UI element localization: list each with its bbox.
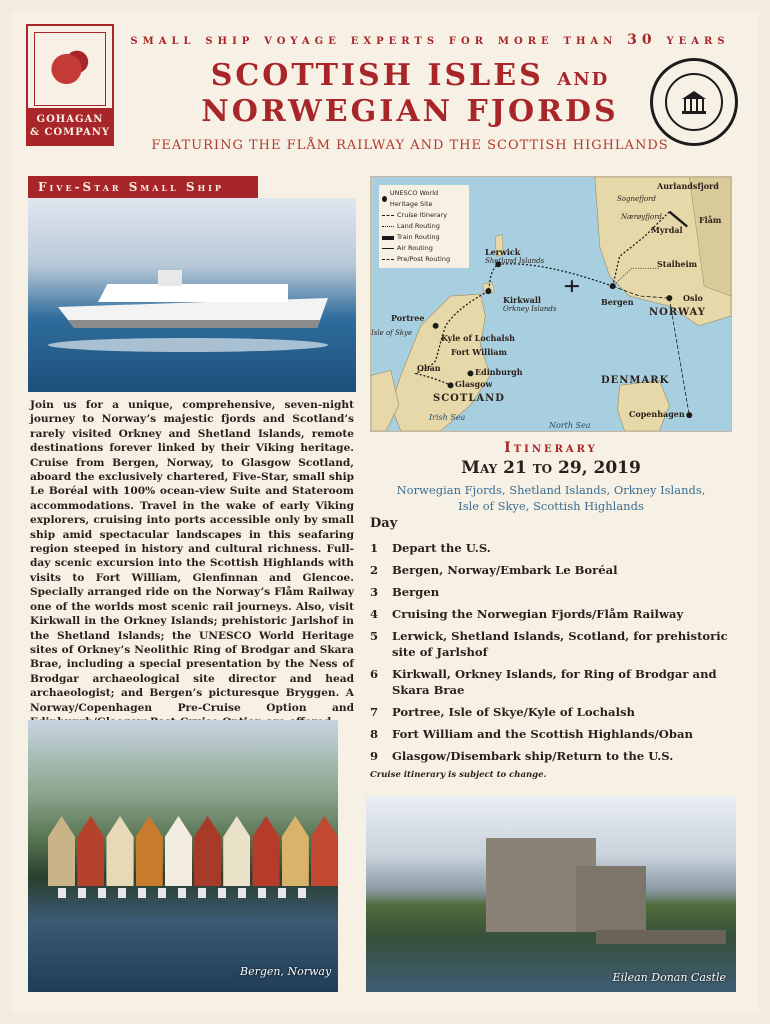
logo-line-2: & COMPANY [29,127,111,138]
day-description: Lerwick, Shetland Islands, Scotland, for prehistoric site of Jarlshof [392,629,728,659]
legend-label: Pre/Post Routing [397,255,451,263]
itinerary-day [370,748,732,764]
map-label-north-sea: North Sea [549,421,591,430]
map-label-kirkwall: Kirkwall [503,295,541,305]
legend-label: UNESCO World Heritage Site [389,189,439,208]
map-label-shetland: Shetland Islands [485,257,545,265]
day-number: 2 [370,563,379,577]
itinerary-day [370,540,732,556]
map-label-skye: Isle of Skye [371,329,413,337]
title-scottish-isles: SCOTTISH ISLES [210,58,544,93]
day-description: Fort William and the Scottish Highlands/Oban [392,727,693,741]
day-number: 3 [370,585,379,599]
glasgow-dot [448,382,454,388]
old-well-icon [679,87,709,117]
bergen-photo [28,720,338,992]
day-number: 4 [370,607,379,621]
map-label-oslo: Oslo [683,293,703,303]
denmark-landmass [618,380,670,431]
intro-paragraph: Join us for a unique, comprehensive, seven-night journey to Norway’s majestic fjords and Scotland’s rarely visited Orkney and Shetland Islands, remote destinations forever linked by their Viking heritage. Cruise from Bergen, Norway, to Glasgow Scotland, aboard the exclusively chartered, Five-Star, small ship Le Boréal with 100% ocean-view Suite and Stateroom accommodations. Travel in the wake of early Viking explorers, cruising into ports accessible only by small ship amid spectacular landscapes in this seafaring region steeped in history and cultural richness. Full-day scenic excursion into the Scottish Highlands with visits to Fort William, Glenfinnan and Glencoe. Specially arranged ride on the Norway’s Flåm Railway one of the worlds most scenic rail journeys. Also, visit Kirkwall in the Orkney Islands; prehistoric Jarlshof in the Shetland Islands; the UNESCO World Heritage sites of Orkney’s Neolithic Ring of Brodgar and Skara Brae, including a special presentation by the Ness of Brodgar archaeological site director and head archaeologist; and Bergen’s picturesque Bryggen. A Norway/Copenhagen Pre-Cruise Option and [30,399,354,714]
legend-row-air [382,243,466,254]
house [282,816,309,886]
bergen-caption: Bergen, Norway [240,965,332,978]
pre-post-line-icon [382,259,394,260]
day-description: Portree, Isle of Skye/Kyle of Lochalsh [392,705,635,719]
map-label-bergen: Bergen [601,297,634,307]
map-label-edinburgh: Edinburgh [475,367,523,377]
map-label-irish-sea: Irish Sea [429,413,466,422]
castle-caption: Eilean Donan Castle [612,971,726,984]
land-line-icon [382,226,394,227]
itinerary-day [370,562,732,578]
itinerary-day [370,704,732,720]
day-description: Bergen, Norway/Embark Le Boréal [392,563,618,577]
legend-row-land [382,221,466,232]
title-line-2: NORWEGIAN FJORDS [201,94,619,129]
bryggen-houses [48,816,338,886]
day-column-header: Day [370,516,398,531]
airplane-icon [565,280,579,292]
map-label-myrdal: Myrdal [651,225,683,235]
legend-row-train [382,232,466,243]
title-line-1 [180,58,640,93]
house [311,816,338,886]
itinerary-day [370,606,732,622]
itinerary-day [370,628,732,660]
ship-funnel [158,270,182,286]
map-label-stalheim: Stalheim [657,259,698,269]
house [223,816,250,886]
legend-label: Air Routing [397,244,433,252]
house [136,816,163,886]
map-label-norway: NORWAY [649,307,706,318]
train-line-icon [382,236,394,240]
ship-hull [58,298,328,328]
logo-wordmark [28,108,112,144]
ship-wake [48,338,328,352]
day-number: 5 [370,629,379,643]
house [252,816,279,886]
map-label-naeroyfjord: Nærøyfjord [621,213,663,221]
day-description: Glasgow/Disembark ship/Return to the U.S. [392,749,674,763]
harbor-boats [58,888,318,898]
map-label-kyle: Kyle of Lochalsh [441,333,515,343]
copenhagen-dot [686,412,692,418]
day-description: Depart the U.S. [392,541,491,555]
castle-wing [576,866,646,932]
map-label-glasgow: Glasgow [455,379,493,389]
griffin-emblem-icon [34,32,106,106]
day-description: Kirkwall, Orkney Islands, for Ring of Brodgar and Skara Brae [392,667,717,697]
day-number: 9 [370,749,379,763]
map-label-aurlandsfjord: Aurlandsfjord [657,181,719,191]
house [165,816,192,886]
map-label-denmark: DENMARK [601,375,670,386]
map-label-flam: Flåm [699,215,722,225]
itinerary-day [370,726,732,742]
legend-row-prepost [382,254,466,265]
subtitle: FEATURING THE FLÅM RAILWAY AND THE SCOTTISH HIGHLANDS [151,138,669,153]
seal-inner-ring [665,73,723,131]
itinerary-change-note: Cruise itinerary is subject to change. [370,770,547,780]
oslo-dot [666,295,672,301]
castle-bridge [596,930,726,944]
itinerary-subtitle: Norwegian Fjords, Shetland Islands, Orkney Islands, Isle of Skye, Scottish Highlands [396,483,706,513]
day-description: Bergen [392,585,440,599]
legend-row-unesco [382,188,466,210]
gohagan-logo [26,24,114,146]
house [48,816,75,886]
map-label-scotland: SCOTLAND [433,393,505,404]
map-label-portree: Portree [391,313,425,323]
legend-row-cruise [382,210,466,221]
bergen-dot [610,283,616,289]
map-label-lerwick: Lerwick [485,247,521,257]
edinburgh-dot [467,370,473,376]
ireland-landmass [371,370,399,431]
day-description: Cruising the Norwegian Fjords/Flåm Railway [392,607,684,621]
map-label-oban: Oban [417,363,441,373]
legend-label: Cruise Itinerary [397,211,448,219]
cruise-line-icon [382,215,394,216]
map-label-copenhagen: Copenhagen [629,409,685,419]
day-number: 1 [370,541,379,555]
house [194,816,221,886]
house [77,816,104,886]
alumni-association-seal [650,58,738,146]
day-number: 6 [370,667,379,681]
ship-deck [98,284,288,302]
tagline: small ship voyage experts for more than 30 years [130,32,730,48]
map-label-orkney: Orkney Islands [503,305,557,313]
legend-label: Train Routing [397,233,440,241]
itinerary-dates: May 21 to 29, 2019 [461,458,641,478]
house [106,816,133,886]
map-label-fort-william: Fort William [451,347,507,357]
itinerary-heading: Itinerary [504,440,598,456]
day-number: 7 [370,705,379,719]
title-and: AND [557,69,610,90]
map-label-sognefjord: Sognefjord [617,195,656,203]
portree-dot [433,323,439,329]
castle-photo [366,796,736,992]
day-number: 8 [370,727,379,741]
legend-label: Land Routing [397,222,440,230]
itinerary-day [370,666,732,698]
kirkwall-dot [485,288,491,294]
unesco-icon [382,196,387,202]
five-star-small-ship-label: Five-Star Small Ship [28,176,258,198]
airplane-icon [382,248,394,249]
itinerary-day-list [370,540,732,770]
itinerary-day [370,584,732,600]
route-map [370,176,732,432]
logo-line-1: GOHAGAN [36,114,104,125]
ship-photo [28,198,356,392]
map-legend [379,185,469,268]
